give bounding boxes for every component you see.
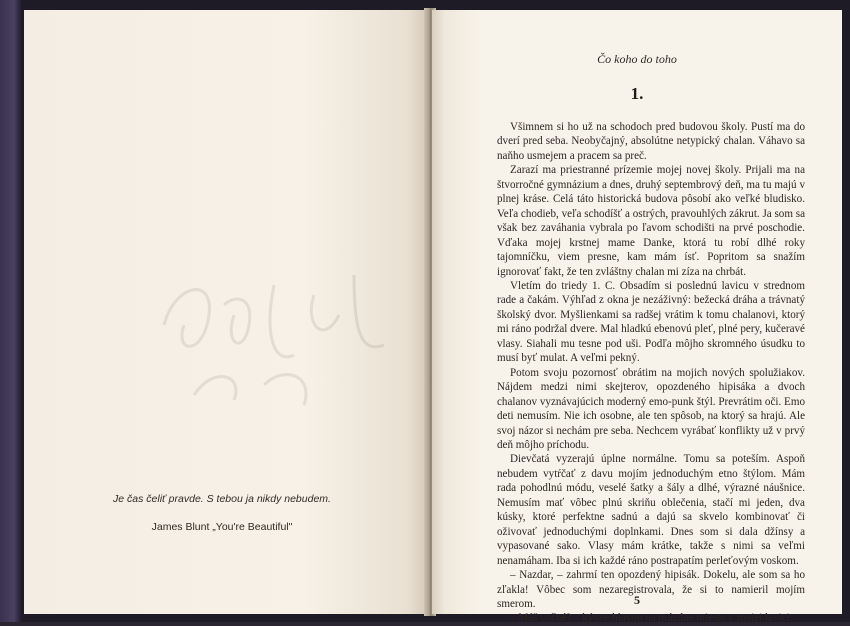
running-head: Čo koho do toho [597,52,677,66]
show-through-handwriting [154,245,414,415]
paragraph: – Máš voľné? – kývne hlavou na prázdne miesto v mojej lavici. [510,612,793,625]
paragraph: – Nazdar, – zahrmí ten opozdený hipisák. Dokelu, ale som sa ho zľakla! Vôbec som nezaregistrovala, že si to namieril mojím smerom. [497,569,805,610]
chapter-number: 1. [630,84,644,103]
chapter-body [497,120,805,626]
right-page [432,10,842,625]
left-page [24,10,424,614]
paragraph: Zarazí ma priestranné prízemie mojej novej školy. Prijali ma na štvorročné gymnázium a dnes, druhý septembrový deň, ma tu majú v plnej kráse. Celá táto historická budova pôsobí ako veľké bludisko. Veľa chodieb, veľa schodíšť a ostrých, pravouhlých zákrut. Ja som sa však bez zaváhania vybrala po ľavom schodišti na prvé poschodie. Vďaka mojej krstnej mame Danke, ktorá tu robí dlhé roky tajomníčku, viem presne, kam mám ísť. Popritom sa snažím ignorovať fakt, že ten zvláštny chalan mi zíza na chrbát. [497,164,805,278]
epigraph-quote: Je čas čeliť pravde. S tebou ja nikdy nebudem. [113,493,331,505]
page-number: 5 [634,593,640,607]
paragraph: Dievčatá vyzerajú úplne normálne. Tomu sa poteším. Aspoň nebudem vytŕčať z davu mojím jednoduchým etno štýlom. Mám rada pohodlnú módu, veselé šatky a šály a dlhé, výrazné náušnice. Nemusím mať vôbec plnú skriňu oblečenia, stačí mi jeden, dva kúsky, ktoré perfektne sadnú a dajú sa skvelo kombinovať či oživovať jednoduchými doplnkami. Dnes som si dala džínsy a vypasované sako. Vlasy mám krátke, takže s nimi sa veľmi nenamáham. Iba si ich každé ráno postrapatím perleťovým voskom. [497,453,805,567]
paragraph: Vletím do triedy 1. C. Obsadím si poslednú lavicu v strednom rade a čakám. Výhľad z okna je nezáživný: bežecká dráha a trávnatý školský dvor. Myšlienkami sa radšej vrátim k tomu chalanovi, ktorý mi ráno podržal dvere. Mal hladkú ebenovú pleť, plné pery, kučeravé vlasy. Siahali mu tesne pod uši. Podľa môjho skromného úsudku to musí byť mulat. A veľmi pekný. [497,279,805,365]
paragraph: Potom svoju pozornosť obrátim na mojich nových spolužiakov. Nájdem medzi nimi skejterov, opozdeného hipisáka a dvoch chalanov vyznávajúcich moderný emo-punk štýl. Prevrátim oči. Emo deti nemusím. Nie ich osobne, ale ten spôsob, na ktorý sa hrajú. Ale svoj názor si nechám pre seba. Nechcem vyrábať konflikty už v prvý deň môjho príchodu. [497,366,805,451]
epigraph-source: James Blunt „You're Beautiful" [151,521,293,533]
paragraph: Všimnem si ho už na schodoch pred budovou školy. Pustí ma do dverí pred seba. Neobyčajný, absolútne netypický chalan. Váhavo sa naňho usmejem a pracem sa preč. [497,121,805,162]
